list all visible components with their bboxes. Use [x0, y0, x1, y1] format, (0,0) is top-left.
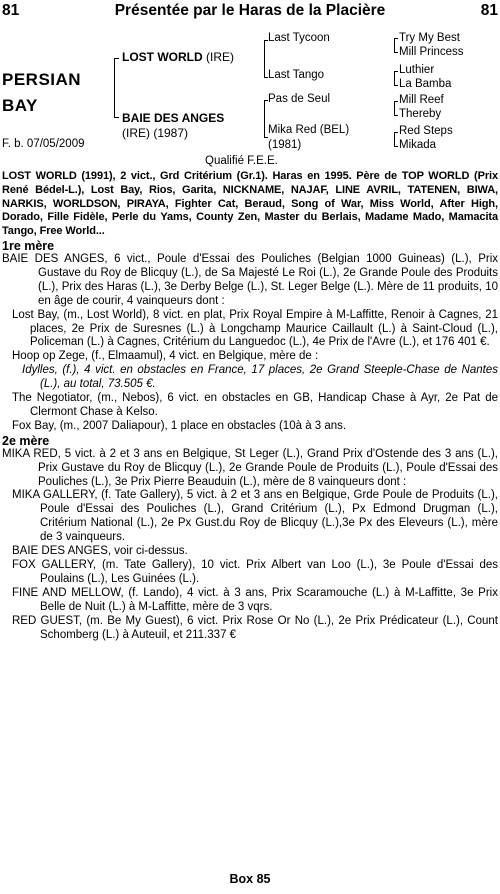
horse-name-line2: BAY [2, 96, 38, 115]
grandsire-4: Mika Red (BEL) [268, 124, 350, 136]
produce-red-guest: RED GUEST, (m. Be My Guest), 6 vict. Prix Rose Or No (L.), 2e Prix Prédicateur (L.), Count Schomberg (L.) à Auteuil, et 211.337 € [12, 614, 498, 641]
sire-description: LOST WORLD (1991), 2 vict., Grd Critérium (Gr.1). Haras en 1995. Père de TOP WORLD (Prix René Bédel-L.), Lost Bay, Rios, Garita, NICKNAME, NAJAF, LINE AVRIL, TATENEN, BIWA, NARKIS, WORLDSON, PIRAYA, Fighter Cat, Beraud, Song of War, Miss World, After High, Dorado, Fille Fidèle, Perle du Yams, County Zen, Master du Berlais, Madame Mado, Mamacita Tango, Free World... [2, 170, 498, 238]
grandsire-3: Pas de Seul [268, 93, 331, 105]
produce-fox-gallery: FOX GALLERY, (m. Tate Gallery), 10 vict. Prix Albert van Loo (L.), 3e Poule d'Essai des Poulains (L.), Les Guinées (L.). [12, 559, 498, 585]
great-grandparent-2: Mill Princess [399, 46, 464, 58]
produce-fox-bay: Fox Bay, (m., 2007 Daliapour), 1 place en obstacles (10à à 3 ans. [12, 419, 347, 432]
pedigree-notes [2, 170, 498, 642]
lot-number-right: 81 [480, 2, 498, 19]
great-grandparent-7: Red Steps [399, 125, 453, 137]
page-title: Présentée par le Haras de la Placière [114, 2, 386, 19]
dam-origin: (IRE) (1987) [122, 126, 189, 140]
grandsire-4-year: (1981) [268, 139, 302, 151]
great-grandparent-6: Thereby [399, 108, 442, 120]
horse-info: F. b. 07/05/2009 [2, 138, 85, 150]
qualification: Qualifié F.E.E. [205, 155, 278, 167]
pedigree-bracket [114, 58, 115, 118]
great-grandparent-8: Mikada [399, 139, 437, 151]
first-dam-heading: 1re mère [2, 238, 55, 253]
dam-name: BAIE DES ANGES [122, 111, 225, 125]
sire-name: LOST WORLD (IRE) [122, 50, 234, 64]
produce-idylles: Idylles, (f.), 4 vict. en obstacles en France, 17 places, 2e Grand Steeple-Chase de Nantes (L.), au total, 73.505 €. [22, 364, 498, 391]
produce-fine-and-mellow: FINE AND MELLOW, (f. Lando), 4 vict. à 3 ans, Prix Scaramouche (L.) à M-Laffitte, 3e Prix Belle de Nuit (L.) à M-Laffitte, mère de 3 vqrs. [12, 586, 498, 613]
great-grandparent-4: La Bamba [399, 78, 452, 90]
horse-name-line1: PERSIAN [2, 70, 82, 89]
great-grandparent-3: Luthier [399, 64, 435, 76]
produce-hoop-op-zege: Hoop op Zege, (f., Elmaamul), 4 vict. en Belgique, mère de : [12, 350, 319, 363]
second-dam-heading: 2e mère [2, 433, 50, 448]
box-number: Box 85 [229, 872, 271, 886]
produce-baie-des-anges: BAIE DES ANGES, voir ci-dessus. [12, 545, 188, 558]
great-grandparent-1: Try My Best [399, 32, 460, 44]
second-dam-paragraph: MIKA RED, 5 vict. à 2 et 3 ans en Belgique, St Leger (L.), Grand Prix d'Ostende des 3 ans (L.), Prix Gustave du Roy de Blicquy (L.), 2e Grande Poule de Produits (L.), Poule d'Essai des Pouliches (L.), 3e Prix Pierre Beauduin (L.), mère de 8 vainqueurs dont : [2, 447, 498, 488]
grandsire-2: Last Tango [268, 69, 325, 81]
first-dam-paragraph: BAIE DES ANGES, 6 vict., Poule d'Essai des Pouliches (Belgian 1000 Guineas) (L.), Prix Gustave du Roy de Blicquy (L.), de Sa Majesté Le Roi (L.), 2e Grande Poule des Produits (L.), Prix des Haras (L.), 3e Derby Belge (L.), St. Leger Belge (L.). Mère de 11 produits, 10 en âge de courir, 4 vainqueurs dont : [2, 252, 498, 307]
grandsire-1: Last Tycoon [268, 32, 330, 44]
produce-the-negotiator: The Negotiator, (m., Nebos), 6 vict. en obstacles en GB, Handicap Chase à Ayr, 2e Pat de Clermont Chase à Kelso. [12, 392, 498, 418]
great-grandparent-5: Mill Reef [399, 94, 444, 106]
produce-lost-bay: Lost Bay, (m., Lost World), 8 vict. en plat, Prix Royal Empire à M-Laffitte, Renoir à Cagnes, 21 places, 2e Prix de Suresnes (L.) à Longchamp Maurice Caillault (L.) à Saint-Cloud (L.), Policeman (L.) à Cagnes, Critérium du Languedoc (L.), 4e Prix de l'Avre (L.), et 176 401 €. [12, 308, 498, 349]
produce-mika-gallery: MIKA GALLERY, (f. Tate Gallery), 5 vict. à 2 et 3 ans en Belgique, Grde Poule de Produits (L.), Poule d'Essai des Pouliches (L.), Grand Critérium (L.), Px Edmond Drugman (L.), Critérium National (L.), 2e Px Gust.du Roy de Blicquy (L.),3e Px des Eleveurs (L.), mère de 3 vainqueurs. [12, 489, 498, 544]
lot-number-left: 81 [2, 2, 20, 19]
